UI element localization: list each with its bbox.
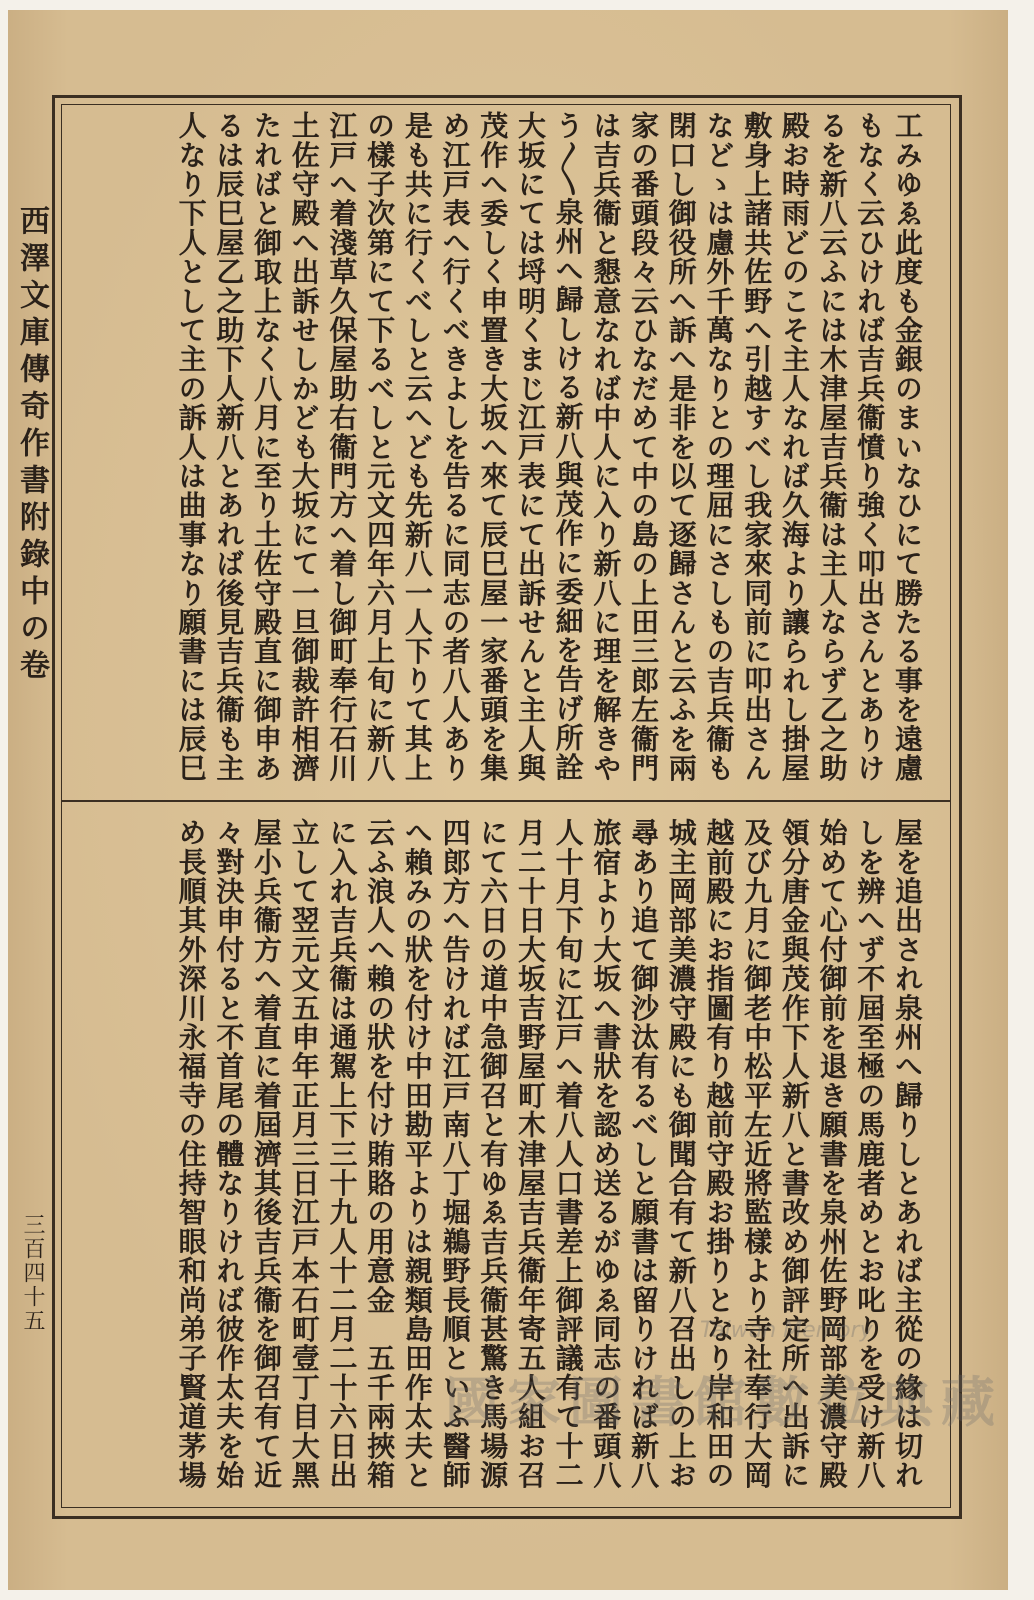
text-column: へ賴みの狀を付け中田勘平よりは親類島田作太夫と — [400, 818, 434, 1490]
text-column: 々對決申付ると不首尾の體なりければ彼作太夫を始 — [212, 818, 246, 1490]
register-divider — [62, 800, 950, 802]
text-column: もなく云ひければ吉兵衞憤り強く叩出さんとありけ — [853, 111, 887, 783]
text-column: にて六日の道中急御召と有ゆゑ吉兵衞甚驚き馬場源 — [476, 818, 510, 1490]
text-column: め江戸表へ行くべきよしを告るに同志の者八人あり — [438, 111, 472, 783]
text-column: 敷身上諸共佐野へ引越すべし我家來同前に叩出さん — [740, 111, 774, 783]
text-column: 茂作へ委しく申置き大坂へ來て辰巳屋一家番頭を集 — [476, 111, 510, 783]
text-column: 江戸へ着淺草久保屋助右衞門方へ着し御町奉行石川 — [325, 111, 359, 783]
text-column: 旅宿より大坂へ書狀を認め送るがゆゑ同志の番頭八 — [589, 818, 623, 1490]
text-column: 大坂にては埒明くまじ江戸表にて出訴せんと主人與 — [513, 111, 547, 783]
text-column: は吉兵衞と懇意なれば中人に入り新八に理を解きや — [589, 111, 623, 783]
text-column: などゝは慮外千萬なりとの理屈にさしもの吉兵衞も — [702, 111, 736, 783]
page-number: 三百四十五 — [20, 1213, 45, 1333]
library-watermark: 國家圖書館數位典藏 — [445, 1370, 1003, 1434]
text-column: 立して翌元文五申年正月三日江戸本石町壹丁目大黑 — [287, 818, 321, 1490]
text-column: 云ふ浪人へ賴の狀を付け賄賂の用意金 五千兩挾箱 — [363, 818, 397, 1490]
text-column: たればと御取上なく八月に至り土佐守殿直に御申あ — [250, 111, 284, 783]
text-column: め長順其外深川永福寺の住持智眼和尚弟子賢道茅場 — [174, 818, 208, 1490]
text-column: 人なり下人として主の訴人は曲事なり願書には辰巳 — [174, 111, 208, 783]
text-column: 家の番頭段々云ひなだめて中の島の上田三郎左衞門 — [627, 111, 661, 783]
upper-register — [172, 111, 926, 791]
text-column: 是も共に行くべしと云へども先新八一人下りて其上 — [400, 111, 434, 783]
text-column: の樣子次第にて下るべしと元文四年六月上旬に新八 — [363, 111, 397, 783]
text-column: るを新八云ふには木津屋吉兵衞は主人ならず乙之助 — [815, 111, 849, 783]
text-column: 殿お時雨どのこそ主人なれば久海より讓られし掛屋 — [777, 111, 811, 783]
text-column: るは辰巳屋乙之助下人新八とあれば後見吉兵衞も主 — [212, 111, 246, 783]
text-column: 城主岡部美濃守殿にも御聞合有て新八召出しの上お — [664, 818, 698, 1490]
text-column: 土佐守殿へ出訴せしかども大坂にて一旦御裁許相濟 — [287, 111, 321, 783]
running-title: 西澤文庫傳奇作書附錄中の卷 — [14, 205, 49, 686]
watermark-latin: Taiwan Memory — [700, 1318, 873, 1343]
text-column: に入れ吉兵衞は通駕上下三十九人十二月二十六日出 — [325, 818, 359, 1490]
text-column: 屋を追出され泉州へ歸りしとあれば主從の緣は切れ — [891, 818, 924, 1490]
text-column: 屋小兵衞方へ着直に着屆濟其後吉兵衞を御召有て近 — [250, 818, 284, 1490]
text-column: 月二十日大坂吉野屋町木津屋吉兵衞年寄五人組お召 — [513, 818, 547, 1490]
text-column: 工みゆゑ此度も金銀のまいなひにて勝たる事を遠慮 — [891, 111, 924, 783]
text-column: 領分唐金與茂作下人新八と書改め御評定所へ出訴に — [777, 818, 811, 1490]
text-column: 尋あり追て御沙汰有るべしと願書は留りければ新八 — [627, 818, 661, 1490]
text-column: 四郎方へ告ければ江戸南八丁堀鵜野長順といふ醫師 — [438, 818, 472, 1490]
text-column: 閉口し御役所へ訴へ是非を以て逐歸さんと云ふを兩 — [664, 111, 698, 783]
text-column: 始めて心付御前を退き願書を泉州佐野岡部美濃守殿 — [815, 818, 849, 1490]
text-column: 人十月下旬に江戸へ着八人口書差上御評議有て十二 — [551, 818, 585, 1490]
text-column: しを辨へず不屆至極の馬鹿者めとお叱りを受け新八 — [853, 818, 887, 1490]
text-column: う〳〵泉州へ歸しける新八與茂作に委細を告げ所詮 — [551, 111, 585, 782]
text-column: 越前殿にお指圖有り越前守殿お掛りとなり岸和田の — [702, 818, 736, 1490]
text-column: 及び九月に御老中松平左近將監樣より寺社奉行大岡 — [740, 818, 774, 1490]
